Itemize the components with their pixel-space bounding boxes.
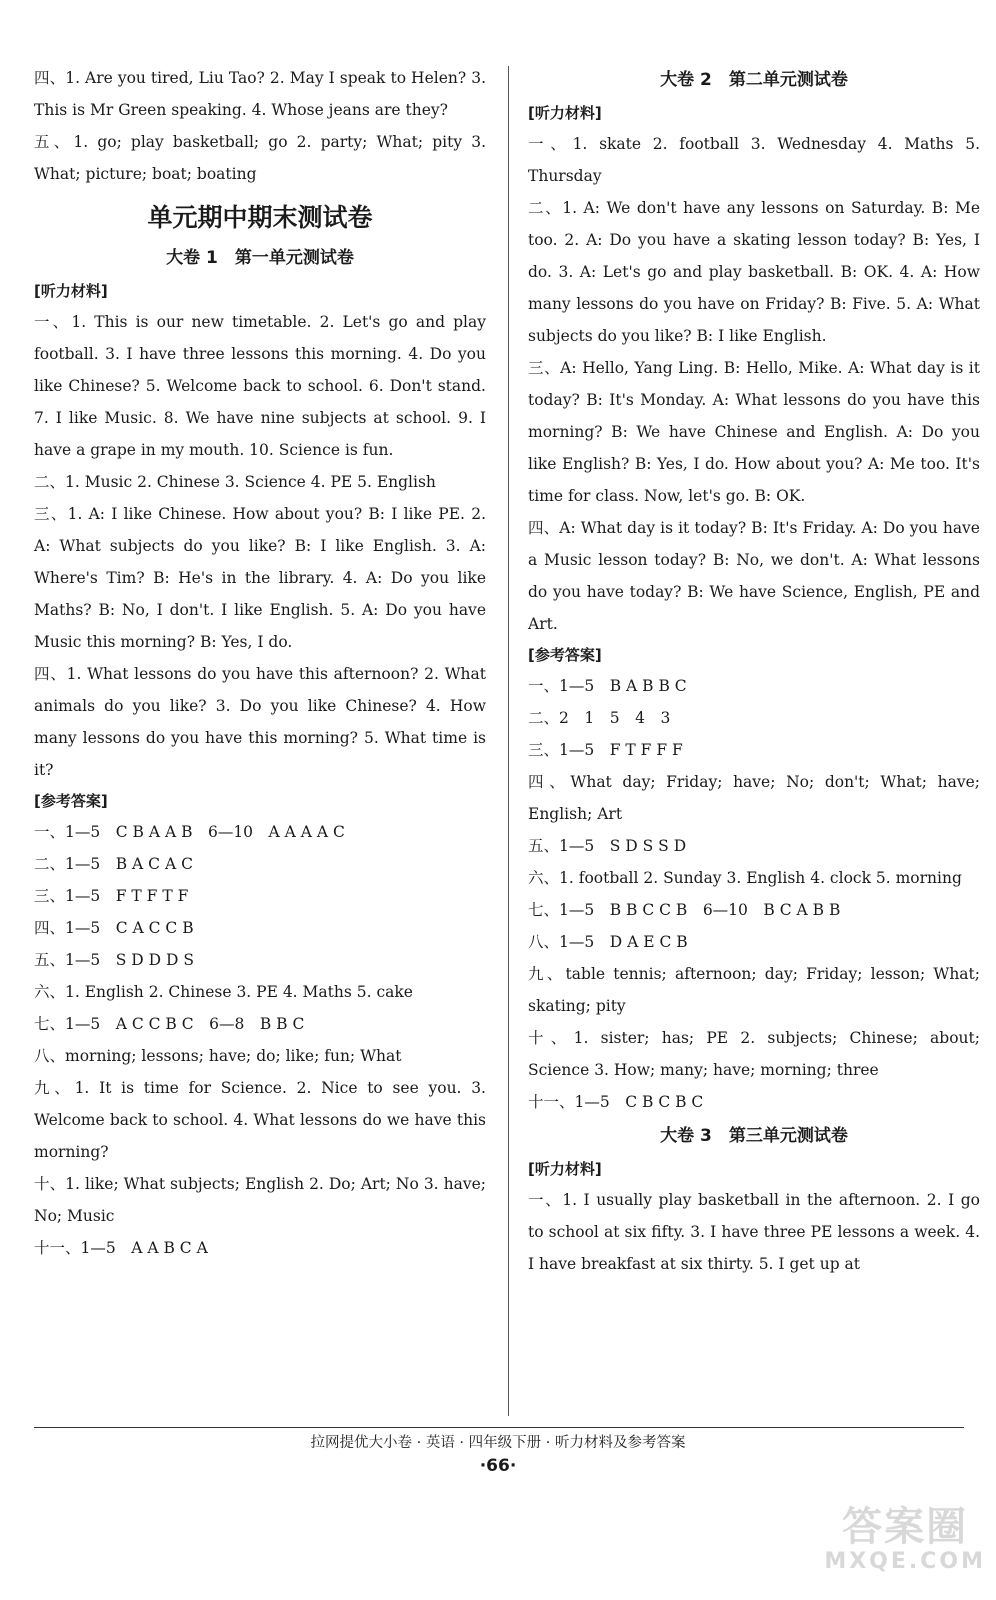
answer-line: 十一、1—5 A A B C A <box>34 1239 208 1257</box>
answer-line: 八、1—5 D A E C B <box>528 933 688 951</box>
answer-line: 四、What day; Friday; have; No; don't; What; have; English; Art <box>528 773 980 823</box>
listening-tag: [听力材料] <box>528 104 602 122</box>
watermark-text: 答案圈 <box>842 1504 969 1550</box>
answer-line: 一、1—5 C B A A B 6—10 A A A A C <box>34 823 345 841</box>
column-divider <box>508 66 509 1416</box>
text-line: 一、1. I usually play basketball in the afternoon. 2. I go to school at six fifty. 3. I have three PE lessons a week. 4. I have breakfast at six thirty. 5. I get up at <box>528 1191 980 1273</box>
text-line: 一、1. This is our new timetable. 2. Let's go and play football. 3. I have three lessons this morning. 4. Do you like Chinese? 5. Welcome back to school. 6. Don't stand. 7. I like Music. 8. We have nine subjects at school. 9. I have a grape in my mouth. 10. Science is fun. <box>34 313 486 459</box>
answer-line: 四、1—5 C A C C B <box>34 919 194 937</box>
section-title: 大卷 3 第三单元测试卷 <box>660 1126 848 1146</box>
footer-rule <box>34 1427 964 1428</box>
text-line: 二、1. A: We don't have any lessons on Saturday. B: Me too. 2. A: Do you have a skating lesson today? B: Yes, I do. 3. A: Let's go and play basketball. B: OK. 4. A: How many lessons do you have on Friday? B: Five. 5. A: What subjects do you like? B: I like English. <box>528 199 980 345</box>
text-line: 一、1. skate 2. football 3. Wednesday 4. Maths 5. Thursday <box>528 135 980 185</box>
section-title: 大卷 2 第二单元测试卷 <box>660 70 848 90</box>
answer-line: 五、1—5 S D S S D <box>528 837 687 855</box>
answer-line: 二、1—5 B A C A C <box>34 855 193 873</box>
right-column <box>528 62 980 1280</box>
answer-line: 二、2 1 5 4 3 <box>528 709 671 727</box>
answer-line: 六、1. football 2. Sunday 3. English 4. clock 5. morning <box>528 869 962 887</box>
answer-line: 一、1—5 B A B B C <box>528 677 687 695</box>
text-line: 四、1. What lessons do you have this afternoon? 2. What animals do you like? 3. Do you like Chinese? 4. How many lessons do you have this morning? 5. What time is it? <box>34 665 486 779</box>
footer-text: 拉网提优大小卷 · 英语 · 四年级下册 · 听力材料及参考答案 <box>310 1435 686 1451</box>
text-line: 三、1. A: I like Chinese. How about you? B: I like PE. 2. A: What subjects do you like? B: I like English. 3. A: Where's Tim? B: He's in the library. 4. A: Do you like Maths? B: No, I don't. I like English. 5. A: Do you have Music this morning? B: Yes, I do. <box>34 505 486 651</box>
answer-line: 十、1. sister; has; PE 2. subjects; Chinese; about; Science 3. How; many; have; morning; three <box>528 1029 980 1079</box>
answer-line: 三、1—5 F T F F F <box>528 741 683 759</box>
text-line: 三、A: Hello, Yang Ling. B: Hello, Mike. A: What day is it today? B: It's Monday. A: What lessons do you have this morning? B: We have Chinese and English. A: Do you like English? B: Yes, I do. How about you? A: Me too. It's time for class. Now, let's go. B: OK. <box>528 359 980 505</box>
answer-line: 九、table tennis; afternoon; day; Friday; lesson; What; skating; pity <box>528 965 980 1015</box>
answer-tag: [参考答案] <box>34 792 108 810</box>
listening-tag: [听力材料] <box>528 1160 602 1178</box>
answer-line: 八、morning; lessons; have; do; like; fun; What <box>34 1047 402 1065</box>
text-line: 四、A: What day is it today? B: It's Friday. A: Do you have a Music lesson today? B: No, we don't. A: What lessons do you have today? B: We have Science, English, PE and Art. <box>528 519 980 633</box>
section-title: 大卷 1 第一单元测试卷 <box>166 248 354 268</box>
answer-line: 七、1—5 B B C C B 6—10 B C A B B <box>528 901 841 919</box>
main-title: 单元期中期末测试卷 <box>147 203 373 232</box>
page-number: ·66· <box>479 1456 517 1476</box>
text-line: 五、1. go; play basketball; go 2. party; What; pity 3. What; picture; boat; boating <box>34 133 486 183</box>
listening-tag: [听力材料] <box>34 282 108 300</box>
answer-line: 十一、1—5 C B C B C <box>528 1093 704 1111</box>
text-line: 二、1. Music 2. Chinese 3. Science 4. PE 5. English <box>34 473 436 491</box>
watermark <box>824 1505 986 1575</box>
answer-line: 七、1—5 A C C B C 6—8 B B C <box>34 1015 305 1033</box>
text-line: 四、1. Are you tired, Liu Tao? 2. May I speak to Helen? 3. This is Mr Green speaking. 4. Whose jeans are they? <box>34 69 486 119</box>
answer-line: 九、1. It is time for Science. 2. Nice to see you. 3. Welcome back to school. 4. What lessons do we have this morning? <box>34 1079 486 1161</box>
answer-line: 三、1—5 F T F T F <box>34 887 189 905</box>
answer-line: 五、1—5 S D D D S <box>34 951 194 969</box>
answer-line: 十、1. like; What subjects; English 2. Do; Art; No 3. have; No; Music <box>34 1175 486 1225</box>
left-column <box>34 62 486 1264</box>
answer-tag: [参考答案] <box>528 646 602 664</box>
watermark-url: MXQE.COM <box>824 1549 986 1574</box>
answer-line: 六、1. English 2. Chinese 3. PE 4. Maths 5. cake <box>34 983 413 1001</box>
